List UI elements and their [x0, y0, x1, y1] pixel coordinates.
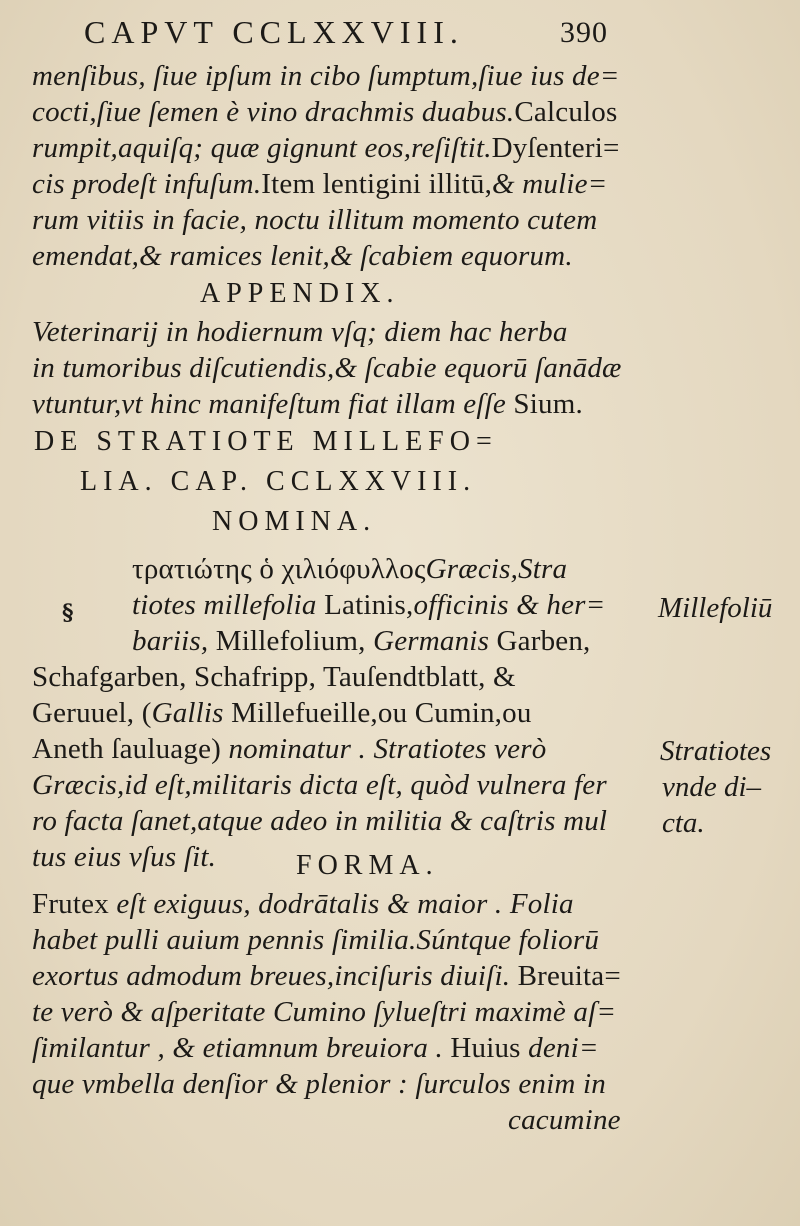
text-run: Græcis,id eſt,militaris dicta eſt, quòd vulnera fer: [32, 769, 607, 801]
text-run: nominatur . Stratiotes verò: [228, 733, 547, 765]
text-line: [32, 98, 617, 127]
text-run: Breuita=: [510, 960, 621, 992]
text-run: te verò & aſperitate Cumino ſylueſtri maximè aſ=: [32, 996, 617, 1028]
text-line: [508, 1106, 621, 1135]
text-run: Millefolium,: [215, 625, 374, 657]
text-line: [32, 1034, 599, 1063]
text-line: [32, 62, 620, 91]
text-run: rumpit,aquiſq; quæ gignunt eos,reſiſtit.: [32, 132, 492, 164]
text-line: [32, 735, 546, 764]
text-run: Schafgarben, Schafripp, Tauſendtblatt, &: [32, 661, 516, 693]
text-line: [32, 134, 620, 163]
text-run: ſimilantur , & etiamnum breuiora .: [32, 1032, 451, 1064]
section-heading: LIA. CAP. CCLXXVIII.: [80, 466, 477, 497]
text-run: rum vitiis in facie, noctu illitum momento cutem: [32, 204, 598, 236]
text-line: [32, 890, 574, 919]
text-run: Veterinarij in hodiernum vſq; diem hac herba: [32, 316, 568, 348]
text-line: [32, 998, 616, 1027]
text-run: Sium.: [513, 388, 583, 420]
text-run: Geruuel, (: [32, 697, 152, 729]
paragraph-marker: §: [62, 600, 74, 626]
text-run: Millefueille,ou Cumin,ou: [231, 697, 532, 729]
text-line: [32, 206, 597, 235]
text-line: [32, 699, 532, 728]
margin-note: vnde di–: [662, 771, 762, 803]
text-run: exortus admodum breues,inciſuris diuiſi.: [32, 960, 511, 992]
text-run: Gallis: [151, 697, 232, 729]
text-run: deni=: [528, 1032, 599, 1064]
text-run: Dyſenteri=: [491, 132, 620, 164]
text-run: Aneth ſauluage): [32, 733, 229, 765]
text-run: cis prodeſt infuſum.: [32, 168, 262, 200]
text-line: [32, 843, 216, 872]
text-run: Germanis: [373, 625, 497, 657]
text-line: [132, 555, 567, 584]
text-run: emendat,& ramices lenit,& ſcabiem equorum.: [32, 240, 573, 272]
text-run: vtuntur,vt hinc manifeſtum fiat illam eſſe: [32, 388, 514, 420]
text-run: cocti,ſiue ſemen è vino drachmis duabus.: [32, 96, 515, 128]
text-line: [32, 663, 516, 692]
text-line: [32, 926, 599, 955]
page-number: 390: [560, 16, 608, 49]
text-line: [32, 318, 568, 347]
text-line: [132, 627, 591, 656]
text-line: [32, 390, 583, 419]
section-heading: APPENDIX.: [200, 278, 400, 309]
text-run: Græcis,Stra: [425, 553, 568, 585]
text-run: tiotes millefolia: [132, 589, 325, 621]
text-run: bariis,: [132, 625, 216, 657]
section-heading: FORMA.: [296, 850, 439, 881]
text-run: que vmbella denſior & plenior : ſurculos enim in: [32, 1068, 606, 1100]
text-line: [32, 962, 621, 991]
text-line: [32, 354, 622, 383]
margin-note: cta.: [662, 807, 705, 839]
text-run: Item lentigini illitū,: [261, 168, 493, 200]
text-run: τρατιώτης ὁ χιλιόφυλλος: [132, 553, 426, 585]
text-run: & mulie=: [492, 168, 608, 200]
text-line: [32, 807, 607, 836]
text-line: [32, 242, 573, 271]
margin-note: Stratiotes: [660, 735, 772, 767]
text-run: cacumine: [508, 1104, 621, 1136]
margin-note: Millefoliū: [658, 592, 773, 624]
text-run: Huius: [450, 1032, 529, 1064]
text-run: habet pulli auium pennis ſimilia.Súntque foliorū: [32, 924, 600, 956]
text-run: in tumoribus diſcutiendis,& ſcabie equorū ſanādæ: [32, 352, 622, 384]
text-run: Calculos: [514, 96, 618, 128]
text-line: [32, 771, 607, 800]
text-run: Frutex: [32, 888, 117, 920]
text-run: tus eius vſus ſit.: [32, 841, 217, 873]
text-run: Latinis,: [324, 589, 414, 621]
running-header: CAPVT CCLXXVIII.: [84, 14, 464, 50]
text-run: Garben,: [496, 625, 591, 657]
text-run: menſibus, ſiue ipſum in cibo ſumptum,ſiue ius de=: [32, 60, 620, 92]
section-heading: DE STRATIOTE MILLEFO=: [34, 426, 498, 457]
text-line: [32, 1070, 606, 1099]
text-run: ro facta ſanet,atque adeo in militia & caſtris mul: [32, 805, 608, 837]
section-heading: NOMINA.: [212, 506, 377, 537]
text-run: eſt exiguus, dodrātalis & maior . Folia: [116, 888, 574, 920]
text-line: [132, 591, 605, 620]
text-line: [32, 170, 607, 199]
text-run: officinis & her=: [413, 589, 606, 621]
